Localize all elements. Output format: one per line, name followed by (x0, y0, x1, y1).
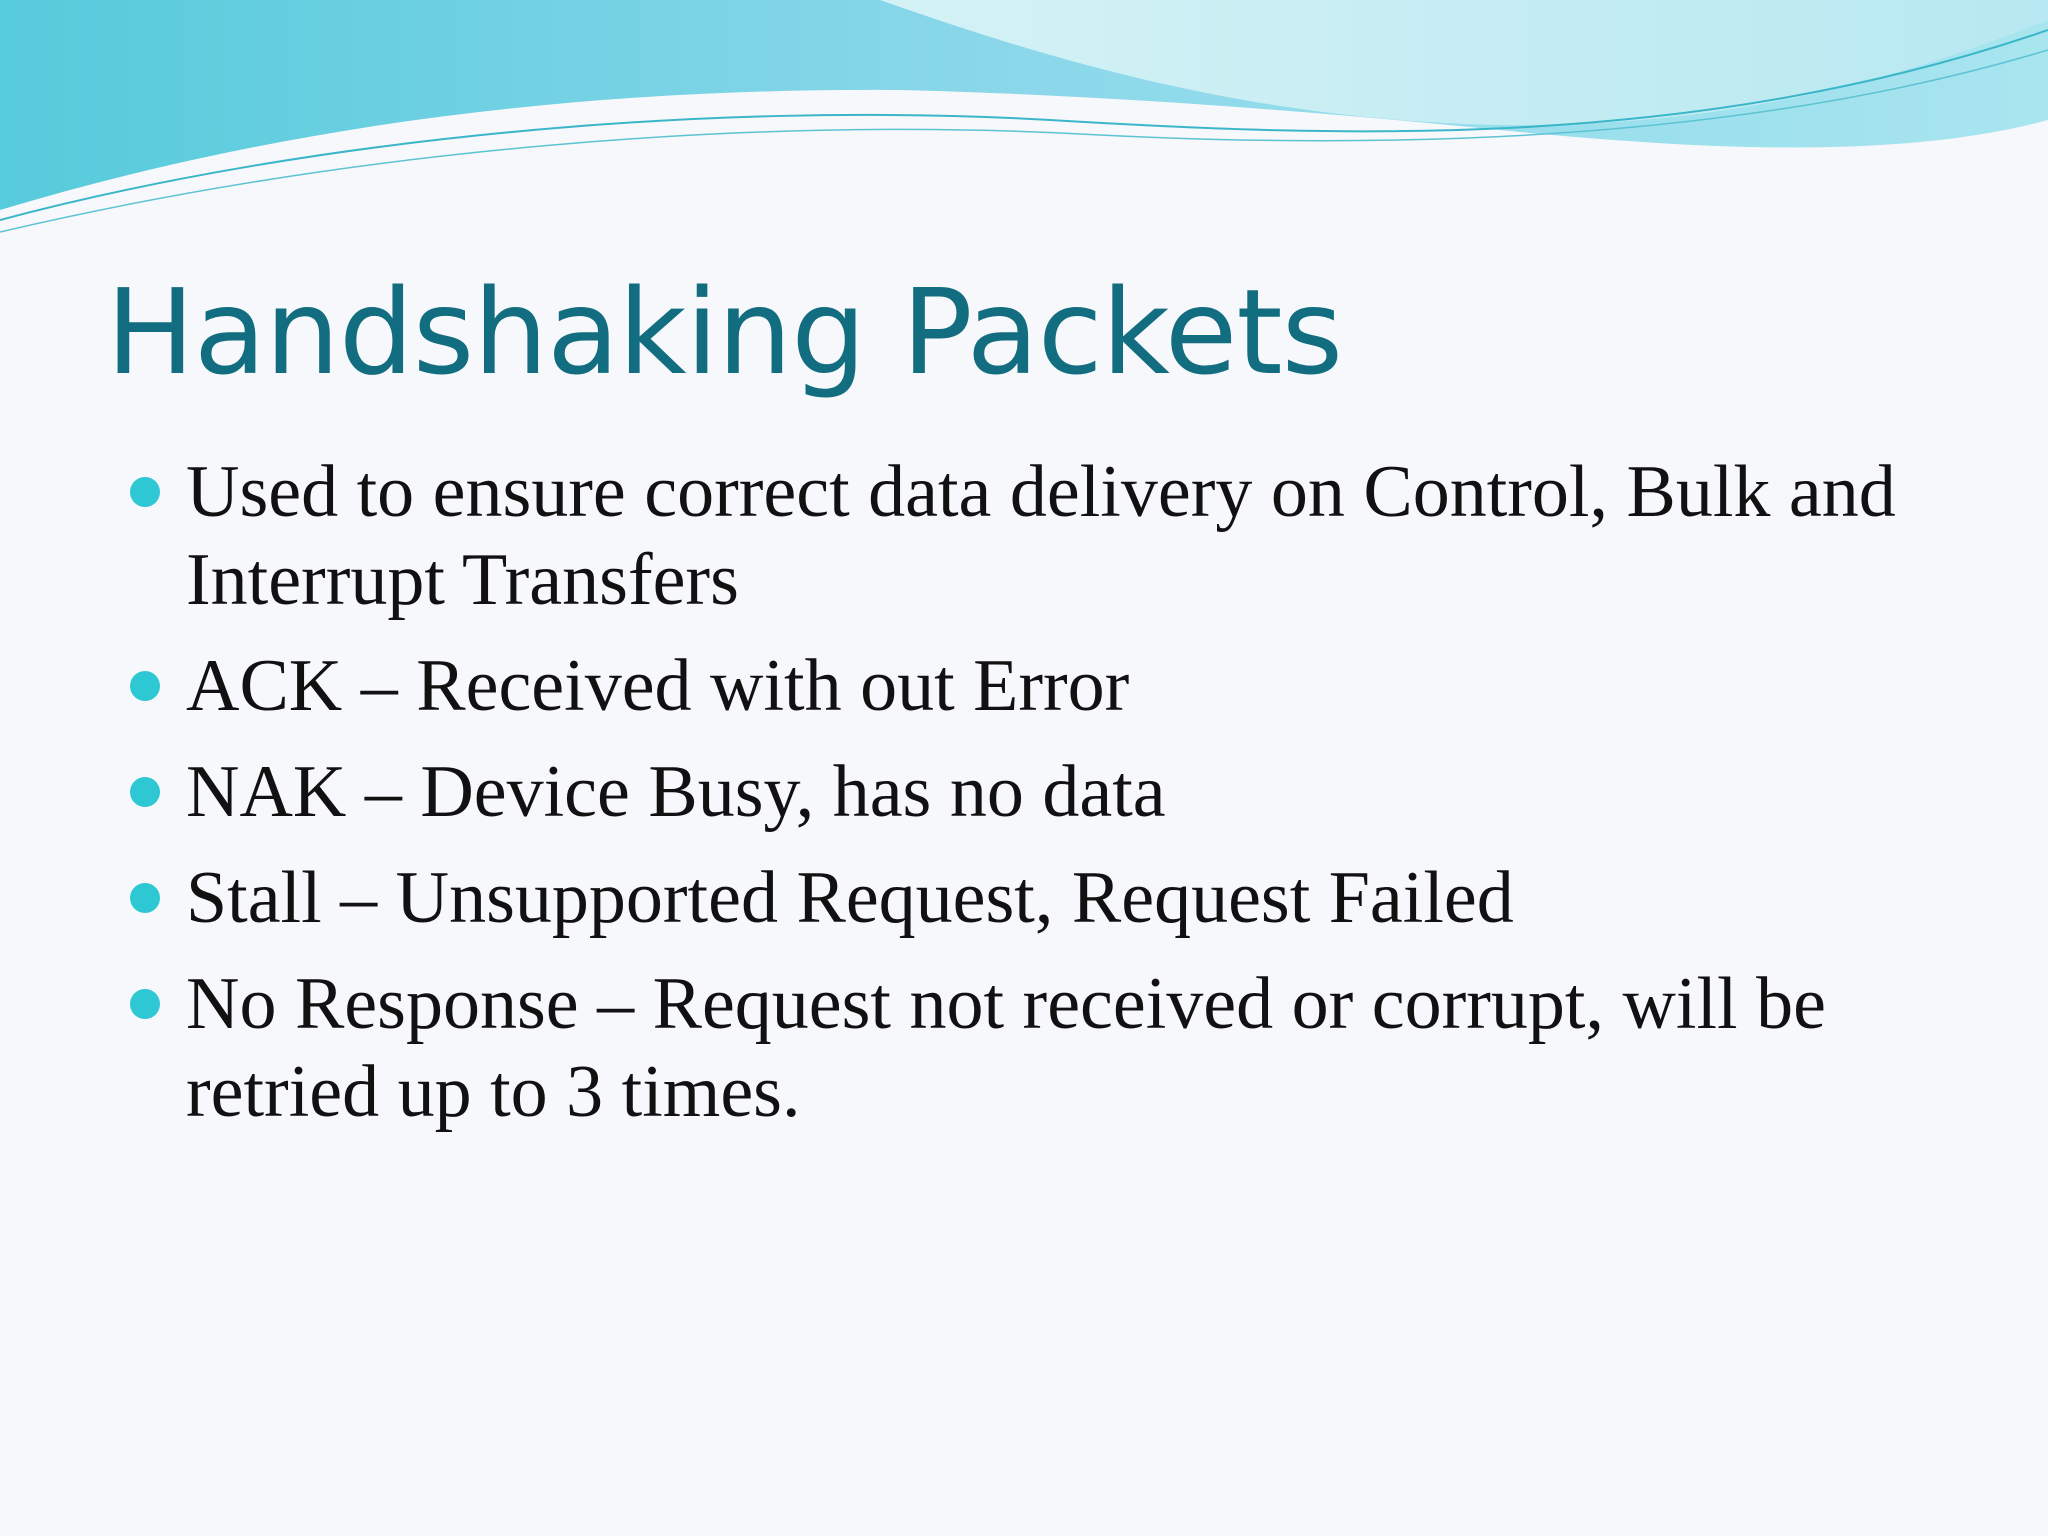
slide-title: Handshaking Packets (106, 263, 1343, 401)
bullet-item-ack (130, 642, 1930, 730)
bullet-dot-icon (130, 883, 160, 913)
bullet-item-usage (130, 448, 1930, 624)
bullet-item-nak (130, 748, 1930, 836)
bullet-list (130, 448, 1930, 1154)
bullet-text: ACK – Received with out Error (186, 645, 1130, 727)
decorative-wave-header (0, 0, 2048, 240)
bullet-dot-icon (130, 777, 160, 807)
bullet-text: No Response – Request not received or corrupt, will be retried up to 3 times. (186, 963, 1826, 1133)
bullet-item-no-response (130, 960, 1930, 1136)
bullet-dot-icon (130, 671, 160, 701)
bullet-text: NAK – Device Busy, has no data (186, 751, 1166, 833)
bullet-dot-icon (130, 477, 160, 507)
bullet-text: Used to ensure correct data delivery on Control, Bulk and Interrupt Transfers (186, 451, 1896, 621)
bullet-dot-icon (130, 989, 160, 1019)
bullet-text: Stall – Unsupported Request, Request Failed (186, 857, 1514, 939)
bullet-item-stall (130, 854, 1930, 942)
